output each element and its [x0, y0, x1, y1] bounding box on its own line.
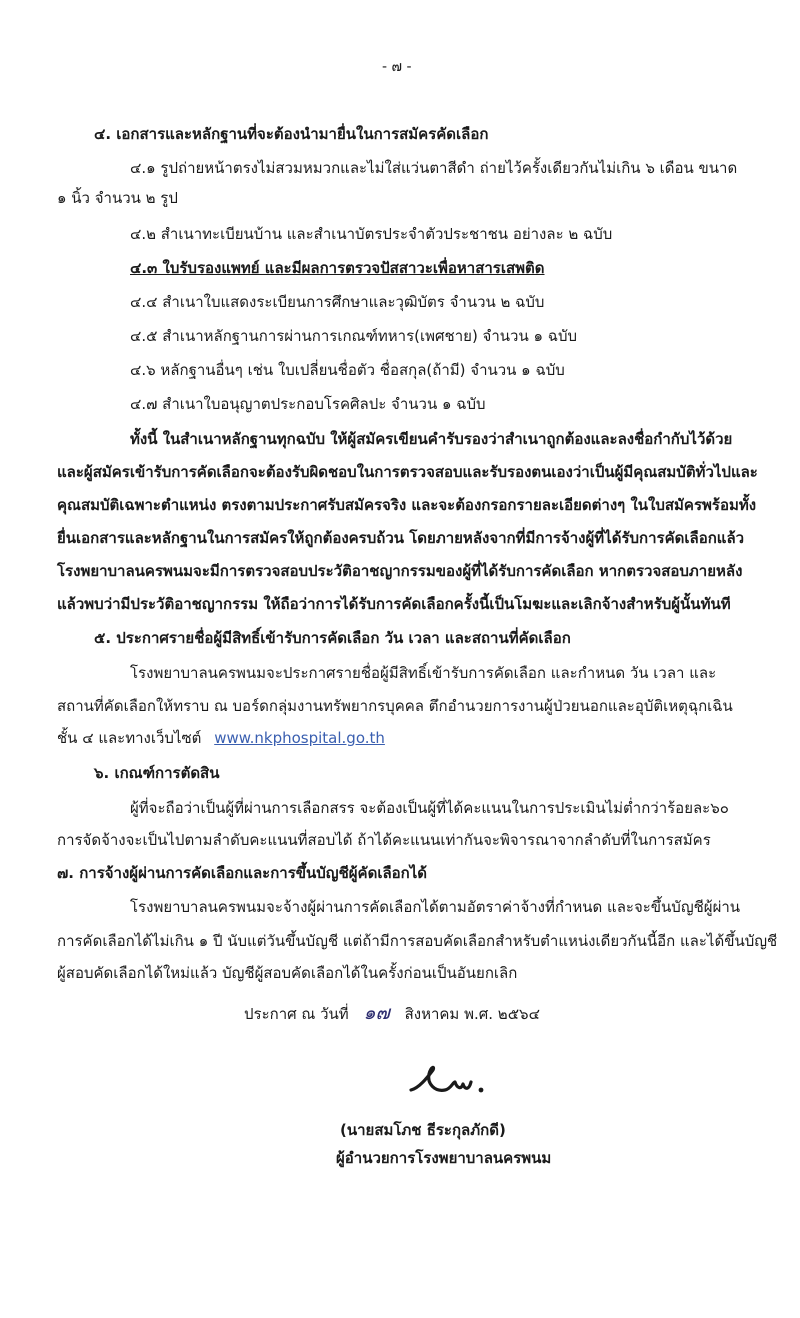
- section-5-line-2: สถานที่คัดเลือกให้ทราบ ณ บอร์ดกลุ่มงานทรัพยากรบุคคล ตึกอำนวยการงานผู้ป่วยนอกและอุบัติเหตุฉุกเฉิน: [57, 697, 733, 715]
- section-4-note-line: และผู้สมัครเข้ารับการคัดเลือกจะต้องรับผิดชอบในการตรวจสอบและรับรองตนเองว่าเป็นผู้มีคุณสมบัติทั่วไปและ: [57, 463, 758, 481]
- signatory-title: ผู้อำนวยการโรงพยาบาลนครพนม: [336, 1149, 552, 1167]
- section-5-line-3: [57, 727, 385, 749]
- section-4-note-line: คุณสมบัติเฉพาะตำแหน่ง ตรงตามประกาศรับสมัครจริง และจะต้องกรอกรายละเอียดต่างๆ ในใบสมัครพร้อมทั้ง: [57, 496, 757, 514]
- section-4-item-6: ๔.๖ หลักฐานอื่นๆ เช่น ใบเปลี่ยนชื่อตัว ชื่อสกุล(ถ้ามี) จำนวน ๑ ฉบับ: [130, 361, 565, 379]
- section-4-item-1-line-1: ๔.๑ รูปถ่ายหน้าตรงไม่สวมหมวกและไม่ใส่แว่นตาสีดำ ถ่ายไว้ครั้งเดียวกันไม่เกิน ๖ เดือน ขนาด: [130, 159, 738, 177]
- section-4-note-line: โรงพยาบาลนครพนมจะมีการตรวจสอบประวัติอาชญากรรมของผู้ที่ได้รับการคัดเลือก หากตรวจสอบภายหลัง: [57, 562, 743, 580]
- section-4-note-line: แล้วพบว่ามีประวัติอาชญากรรม ให้ถือว่าการได้รับการคัดเลือกครั้งนี้เป็นโมฆะและเลิกจ้างสำหรับผู้นั้นทันที: [57, 595, 731, 613]
- website-link[interactable]: www.nkphospital.go.th: [214, 729, 385, 747]
- section-5-line-3-text: ชั้น ๔ และทางเว็บไซต์: [57, 729, 202, 747]
- section-4-note-line: ยื่นเอกสารและหลักฐานในการสมัครให้ถูกต้องครบถ้วน โดยภายหลังจากที่มีการจ้างผู้ที่ได้รับการคัดเลือกแล้ว: [57, 529, 745, 547]
- section-6-heading: ๖. เกณฑ์การตัดสิน: [94, 764, 220, 782]
- announcement-day: ๑๗: [363, 1002, 390, 1024]
- section-7-line-3: ผู้สอบคัดเลือกได้ใหม่แล้ว บัญชีผู้สอบคัดเลือกได้ในครั้งก่อนเป็นอันยกเลิก: [57, 964, 518, 982]
- section-5-line-1: โรงพยาบาลนครพนมจะประกาศรายชื่อผู้มีสิทธิ์เข้ารับการคัดเลือก และกำหนด วัน เวลา และ: [130, 664, 717, 682]
- section-4-item-7: ๔.๗ สำเนาใบอนุญาตประกอบโรคศิลปะ จำนวน ๑ ฉบับ: [130, 395, 486, 413]
- section-4-item-4: ๔.๔ สำเนาใบแสดงระเบียนการศึกษาและวุฒิบัตร จำนวน ๒ ฉบับ: [130, 293, 545, 311]
- section-4-item-3: ๔.๓ ใบรับรองแพทย์ และมีผลการตรวจปัสสาวะเพื่อหาสารเสพติด: [130, 259, 545, 277]
- announcement-month-year: สิงหาคม พ.ศ. ๒๕๖๔: [404, 1005, 540, 1023]
- signature-mark: [405, 1060, 495, 1102]
- announcement-prefix: ประกาศ ณ วันที่: [244, 1005, 349, 1023]
- section-6-line-2: การจัดจ้างจะเป็นไปตามลำดับคะแนนที่สอบได้ ถ้าได้คะแนนเท่ากันจะพิจารณาจากลำดับที่ในการสมัคร: [57, 831, 711, 849]
- signatory-name: (นายสมโภช ธีระกุลภักดี): [340, 1121, 506, 1139]
- section-7-heading: ๗. การจ้างผู้ผ่านการคัดเลือกและการขึ้นบัญชีผู้คัดเลือกได้: [57, 864, 428, 882]
- section-4-note-line: ทั้งนี้ ในสำเนาหลักฐานทุกฉบับ ให้ผู้สมัครเขียนคำรับรองว่าสำเนาถูกต้องและลงชื่อกำกับไว้ด้วย: [130, 430, 733, 448]
- section-5-heading: ๕. ประกาศรายชื่อผู้มีสิทธิ์เข้ารับการคัดเลือก วัน เวลา และสถานที่คัดเลือก: [94, 629, 571, 647]
- section-4-item-5: ๔.๕ สำเนาหลักฐานการผ่านการเกณฑ์ทหาร(เพศชาย) จำนวน ๑ ฉบับ: [130, 327, 578, 345]
- section-4-heading: ๔. เอกสารและหลักฐานที่จะต้องนำมายื่นในการสมัครคัดเลือก: [94, 125, 489, 143]
- section-7-line-2: การคัดเลือกได้ไม่เกิน ๑ ปี นับแต่วันขึ้นบัญชี แต่ถ้ามีการสอบคัดเลือกสำหรับตำแหน่งเดียวกันนี้อีก และได้ขึ้นบัญชี: [57, 932, 778, 950]
- section-4-item-2: ๔.๒ สำเนาทะเบียนบ้าน และสำเนาบัตรประจำตัวประชาชน อย่างละ ๒ ฉบับ: [130, 225, 613, 243]
- page-number: - ๗ -: [382, 59, 412, 75]
- announcement-date: [244, 1002, 540, 1025]
- section-7-line-1: โรงพยาบาลนครพนมจะจ้างผู้ผ่านการคัดเลือกได้ตามอัตราค่าจ้างที่กำหนด และจะขึ้นบัญชีผู้ผ่าน: [130, 898, 741, 916]
- section-4-item-1-line-2: ๑ นิ้ว จำนวน ๒ รูป: [57, 189, 178, 207]
- section-6-line-1: ผู้ที่จะถือว่าเป็นผู้ที่ผ่านการเลือกสรร จะต้องเป็นผู้ที่ได้คะแนนในการประเมินไม่ต่ำกว่าร้อยละ๖๐: [130, 799, 729, 817]
